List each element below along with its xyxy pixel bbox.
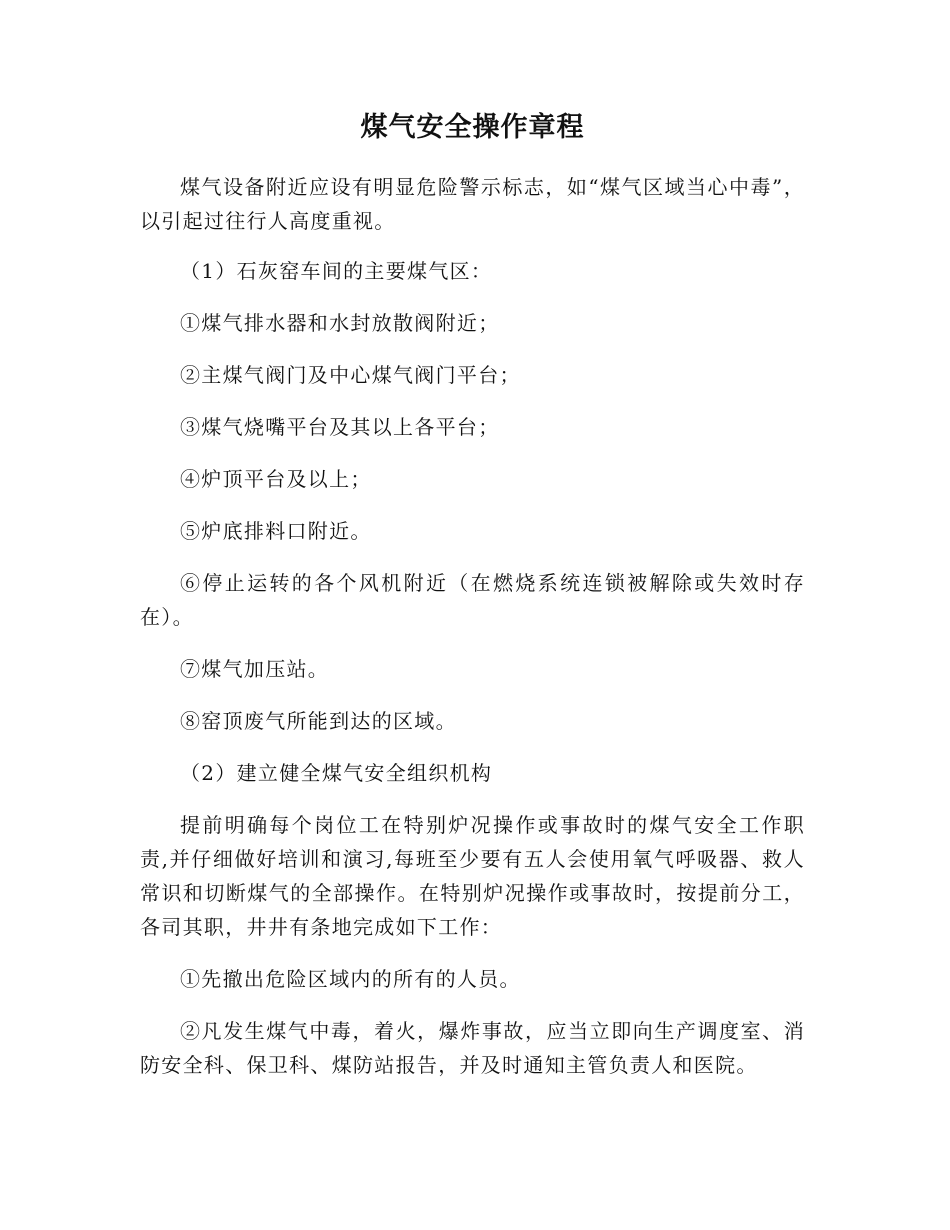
paragraph-item-7: ⑦煤气加压站。 [180,657,330,681]
document-title: 煤气安全操作章程 [360,112,585,143]
paragraph-warning-signs: 煤气设备附近应设有明显危险警示标志，如“煤气区域当心中毒”，以引起过往行人高度重视。 [140,175,805,233]
paragraph-item-2: ②主煤气阀门及中心煤气阀门平台； [180,363,521,387]
document-page [140,108,805,1100]
paragraph-section-2-heading: （2）建立健全煤气安全组织机构 [180,761,493,785]
paragraph-action-2: ②凡发生煤气中毒，着火，爆炸事故，应当立即向生产调度室、消防安全科、保卫科、煤防站报告，并及时通知主管负责人和医院。 [140,1019,805,1077]
paragraph-action-1: ①先撤出危险区域内的所有的人员。 [180,967,521,991]
paragraph-item-8: ⑧窑顶废气所能到达的区域。 [180,709,457,733]
paragraph-item-3: ③煤气烧嘴平台及其以上各平台； [180,415,500,439]
paragraph-item-4: ④炉顶平台及以上； [180,467,372,491]
paragraph-item-6: ⑥停止运转的各个风机附近（在燃烧系统连锁被解除或失效时存在）。 [140,571,805,629]
paragraph-responsibilities: 提前明确每个岗位工在特别炉况操作或事故时的煤气安全工作职责,并仔细做好培训和演习,每班至少要有五人会使用氧气呼吸器、救人常识和切断煤气的全部操作。在特别炉况操作或事故时，按提前分工，各司其职，井井有条地完成如下工作： [140,813,805,939]
paragraph-item-1: ①煤气排水器和水封放散阀附近； [180,311,500,335]
paragraph-section-1-heading: （1）石灰窑车间的主要煤气区： [180,259,493,283]
paragraph-item-5: ⑤炉底排料口附近。 [180,519,372,543]
